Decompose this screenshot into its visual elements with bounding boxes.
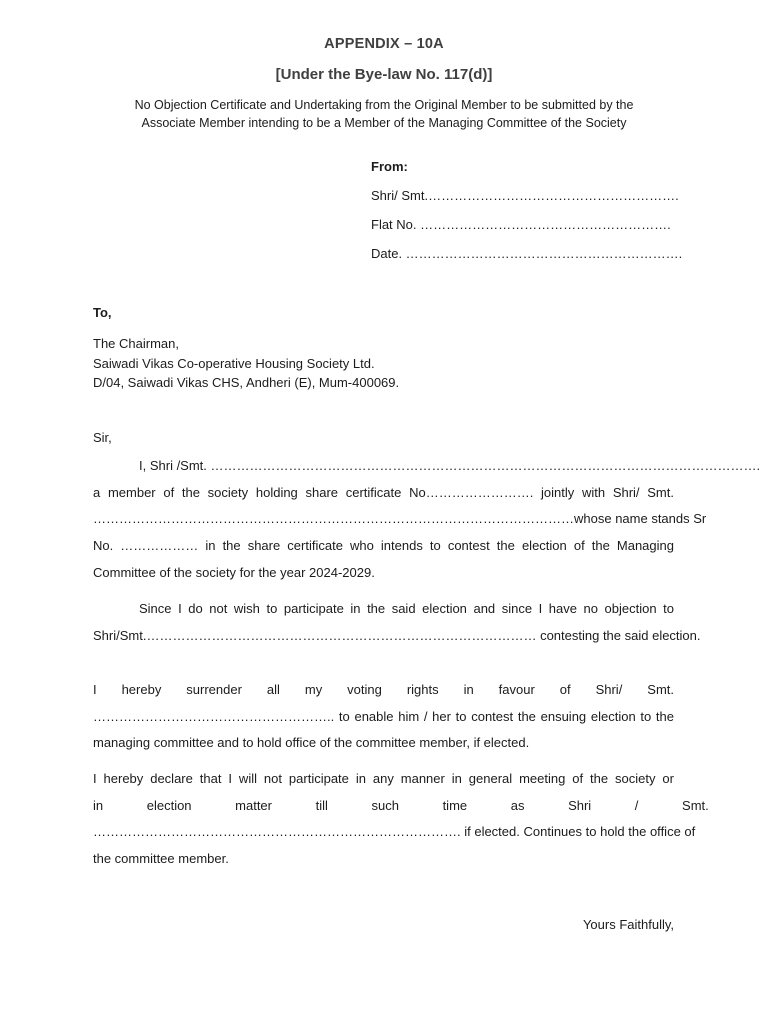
paragraph-declaration: [93, 766, 709, 873]
appendix-title: APPENDIX – 10A: [324, 36, 444, 52]
paragraph-membership: [93, 453, 761, 587]
paragraph-line: …………………………………………………………………………………………………whose name stands Sr: [93, 511, 707, 527]
society-name: Saiwadi Vikas Co-operative Housing Society Ltd.: [93, 355, 375, 371]
from-date-field: Date. ……………………………………………………….: [371, 246, 683, 261]
addressee-block: [93, 334, 399, 393]
paragraph-no-objection: [93, 596, 701, 649]
paragraph-text: Since I do not wish to participate in the said election and since I have no objection to: [139, 601, 674, 616]
from-block: [371, 159, 683, 275]
from-heading: From:: [371, 159, 408, 174]
paragraph-line: [93, 453, 761, 480]
paragraph-line: Committee of the society for the year 2024-2029.: [93, 564, 375, 580]
paragraph-line: I hereby surrender all my voting rights in favour of Shri/ Smt.: [93, 682, 674, 697]
paragraph-line: [93, 596, 674, 623]
description-line: No Objection Certificate and Undertaking from the Original Member to be submitted by the: [134, 98, 634, 112]
paragraph-line: ……………………………………………….. to enable him / her to contest the ensuing election to the: [93, 708, 674, 724]
paragraph-line: No. ……………… in the share certificate who intends to contest the election of the Managing: [93, 538, 674, 554]
paragraph-line: …………………………………………………………………………. if elected. Continues to hold the office of: [93, 824, 696, 840]
paragraph-line: a member of the society holding share certificate No……………………. jointly with Shri/ Smt.: [93, 484, 674, 500]
to-heading: [93, 305, 112, 320]
paragraph-line: Shri/Smt.……………………………………………………………………………… contesting the said election.: [93, 627, 701, 643]
paragraph-line: I hereby declare that I will not participate in any manner in general meeting of the society or: [93, 771, 674, 786]
paragraph-surrender: [93, 677, 674, 757]
paragraph-line: the committee member.: [93, 851, 229, 867]
paragraph-text: I, Shri /Smt. ……………………………………………………………………………………………………………….: [139, 458, 761, 473]
paragraph-line: in election matter till such time as Shri / Smt.: [93, 797, 709, 813]
paragraph-line: managing committee and to hold office of the committee member, if elected.: [93, 735, 530, 751]
description-line: Associate Member intending to be a Member of the Managing Committee of the Society: [141, 116, 627, 130]
from-name-field: Shri/ Smt.………………………………………………….: [371, 188, 679, 203]
from-flat-field: Flat No. ………………………………………………….: [371, 217, 671, 232]
salutation: Sir,: [93, 430, 112, 445]
closing-signoff: Yours Faithfully,: [582, 917, 674, 932]
society-address: D/04, Saiwadi Vikas CHS, Andheri (E), Mum-400069.: [93, 375, 400, 390]
to-label: To,: [93, 305, 112, 320]
addressee-title: The Chairman,: [93, 336, 179, 351]
bye-law-subtitle: [Under the Bye-law No. 117(d)]: [275, 66, 493, 83]
document-description: [100, 96, 668, 132]
